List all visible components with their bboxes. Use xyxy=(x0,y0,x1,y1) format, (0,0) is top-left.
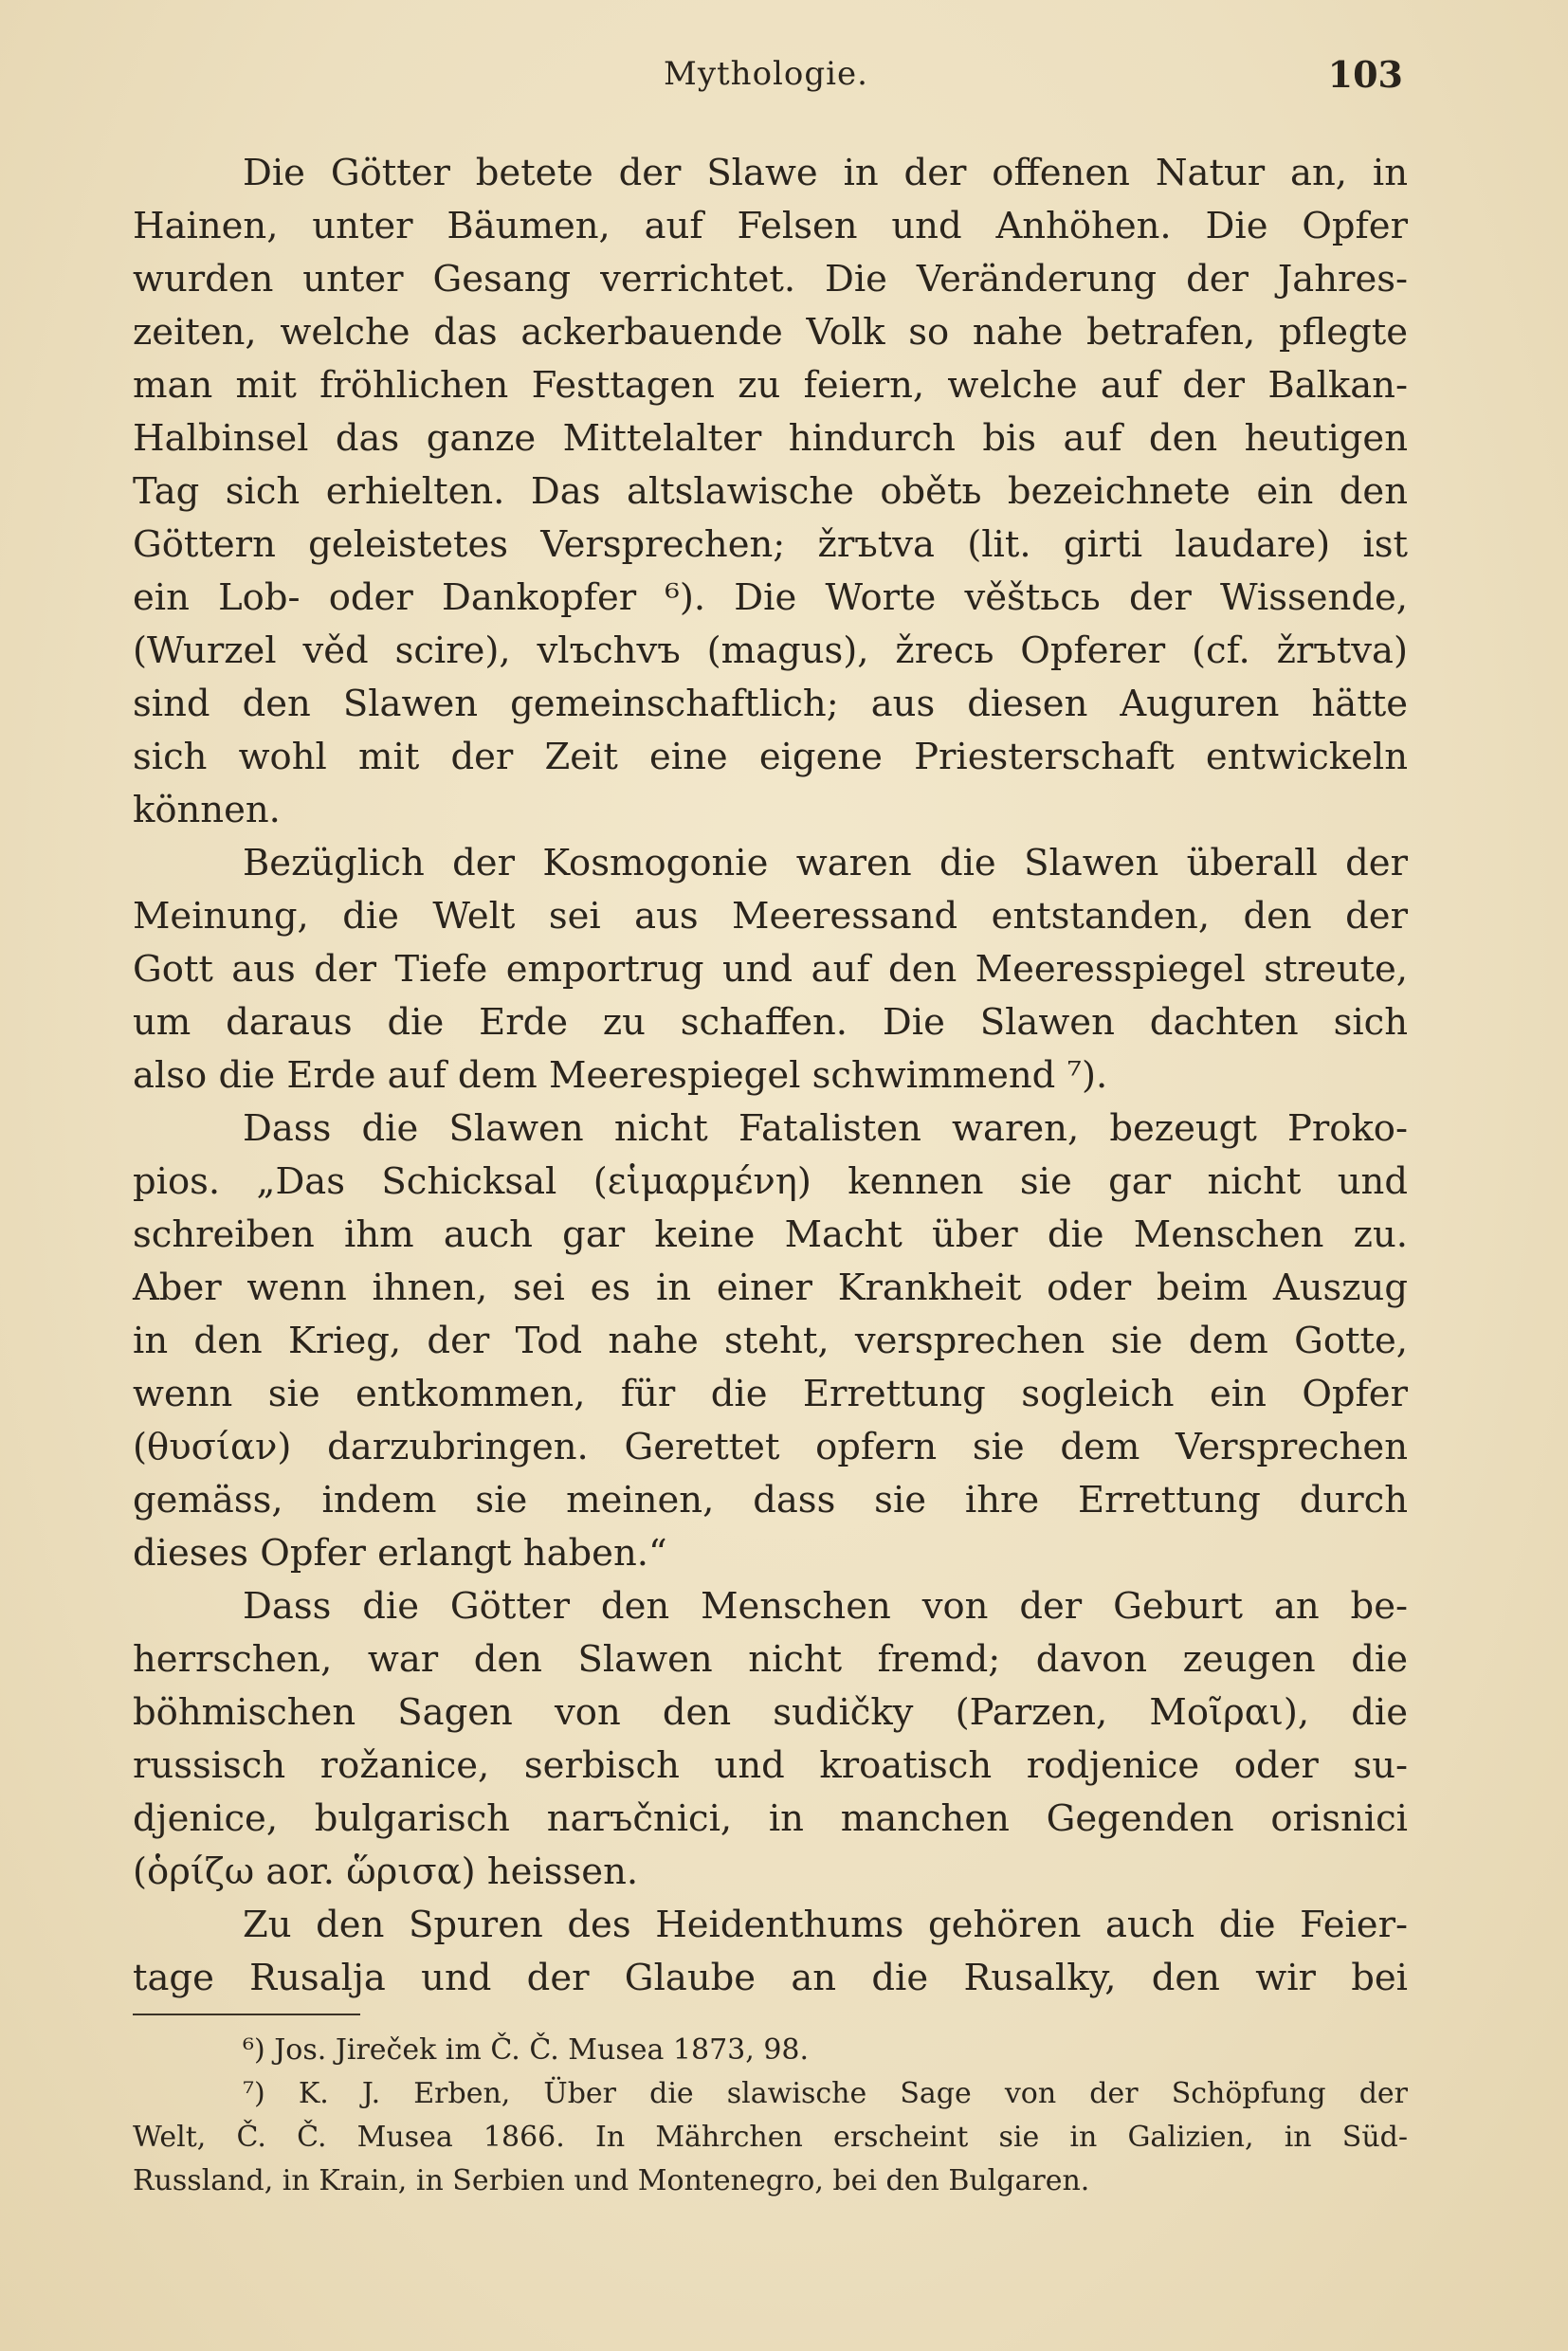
footnote-divider xyxy=(133,2014,360,2015)
text-line: (ὁρίζω aor. ὥρισα) heissen. xyxy=(133,1850,639,1893)
text-line: Dass die Slawen nicht Fatalisten waren, bezeugt Proko- xyxy=(243,1107,1408,1150)
text-line: Halbinsel das ganze Mittelalter hindurch bis auf den heutigen xyxy=(133,417,1408,460)
text-line: russisch rožanice, serbisch und kroatisch rodjenice oder su- xyxy=(133,1744,1408,1787)
text-line: Gott aus der Tiefe emportrug und auf den Meeresspiegel streute, xyxy=(133,948,1408,991)
text-line: Zu den Spuren des Heidenthums gehören auch die Feier- xyxy=(243,1904,1408,1946)
text-line: pios. „Das Schicksal (εἱμαρμένη) kennen sie gar nicht und xyxy=(133,1160,1408,1203)
paragraph-5 xyxy=(133,1904,1408,2010)
text-line: wurden unter Gesang verrichtet. Die Veränderung der Jahres- xyxy=(133,258,1408,301)
paragraph-3 xyxy=(133,1107,1408,1585)
body-text xyxy=(133,152,1408,2010)
text-line: djenice, bulgarisch narъčnici, in manchen Gegenden orisnici xyxy=(133,1797,1408,1840)
page-number: 103 xyxy=(1327,53,1403,96)
footnotes xyxy=(133,2029,1408,2203)
text-line: Göttern geleistetes Versprechen; žrъtva (lit. girti laudare) ist xyxy=(133,523,1408,566)
text-line: um daraus die Erde zu schaffen. Die Slawen dachten sich xyxy=(133,1001,1408,1044)
text-line: also die Erde auf dem Meerespiegel schwimmend ⁷). xyxy=(133,1054,1108,1097)
text-line: Aber wenn ihnen, sei es in einer Krankheit oder beim Auszug xyxy=(133,1267,1408,1309)
text-line: böhmischen Sagen von den sudičky (Parzen, Μοῖραι), die xyxy=(133,1691,1408,1734)
text-line: in den Krieg, der Tod nahe steht, versprechen sie dem Gotte, xyxy=(133,1320,1408,1362)
text-line: man mit fröhlichen Festtagen zu feiern, welche auf der Balkan- xyxy=(133,364,1408,407)
text-line: gemäss, indem sie meinen, dass sie ihre Errettung durch xyxy=(133,1479,1408,1522)
text-line: Meinung, die Welt sei aus Meeressand entstanden, den der xyxy=(133,895,1408,938)
footnote-7-cont: Welt, Č. Č. Musea 1866. In Mährchen erscheint sie in Galizien, in Süd- xyxy=(133,2121,1408,2154)
text-line: Hainen, unter Bäumen, auf Felsen und Anhöhen. Die Opfer xyxy=(133,205,1408,247)
text-line: können. xyxy=(133,789,281,831)
paragraph-2 xyxy=(133,842,1408,1107)
running-head: Mythologie. xyxy=(664,55,868,93)
text-line: sind den Slawen gemeinschaftlich; aus diesen Auguren hätte xyxy=(133,683,1408,725)
footnote-6: ⁶) Jos. Jireček im Č. Č. Musea 1873, 98. xyxy=(243,2033,810,2067)
text-line: schreiben ihm auch gar keine Macht über die Menschen zu. xyxy=(133,1213,1408,1256)
text-line: tage Rusalja und der Glaube an die Rusalky, den wir bei xyxy=(133,1957,1408,1999)
text-line: wenn sie entkommen, für die Errettung sogleich ein Opfer xyxy=(133,1373,1408,1415)
text-line: herrschen, war den Slawen nicht fremd; davon zeugen die xyxy=(133,1638,1408,1681)
page-header xyxy=(133,49,1403,106)
text-line: dieses Opfer erlangt haben.“ xyxy=(133,1532,667,1575)
footnote-7-cont: Russland, in Krain, in Serbien und Montenegro, bei den Bulgaren. xyxy=(133,2164,1090,2197)
footnote-7: ⁷) K. J. Erben, Über die slawische Sage von der Schöpfung der xyxy=(243,2077,1408,2110)
text-line: Tag sich erhielten. Das altslawische obětь bezeichnete ein den xyxy=(133,470,1408,513)
text-line: Die Götter betete der Slawe in der offenen Natur an, in xyxy=(243,152,1408,194)
paragraph-1 xyxy=(133,152,1408,842)
text-line: sich wohl mit der Zeit eine eigene Priesterschaft entwickeln xyxy=(133,736,1408,778)
text-line: Bezüglich der Kosmogonie waren die Slawen überall der xyxy=(243,842,1408,884)
text-line: zeiten, welche das ackerbauende Volk so nahe betrafen, pflegte xyxy=(133,311,1408,354)
text-line: Dass die Götter den Menschen von der Geburt an be- xyxy=(243,1585,1408,1628)
text-line: (Wurzel věd scire), vlъchvъ (magus), žrecь Opferer (cf. žrъtva) xyxy=(133,629,1408,672)
paragraph-4 xyxy=(133,1585,1408,1904)
text-line: (θυσίαν) darzubringen. Gerettet opfern sie dem Versprechen xyxy=(133,1426,1408,1468)
text-line: ein Lob- oder Dankopfer ⁶). Die Worte věštьcь der Wissende, xyxy=(133,576,1408,619)
